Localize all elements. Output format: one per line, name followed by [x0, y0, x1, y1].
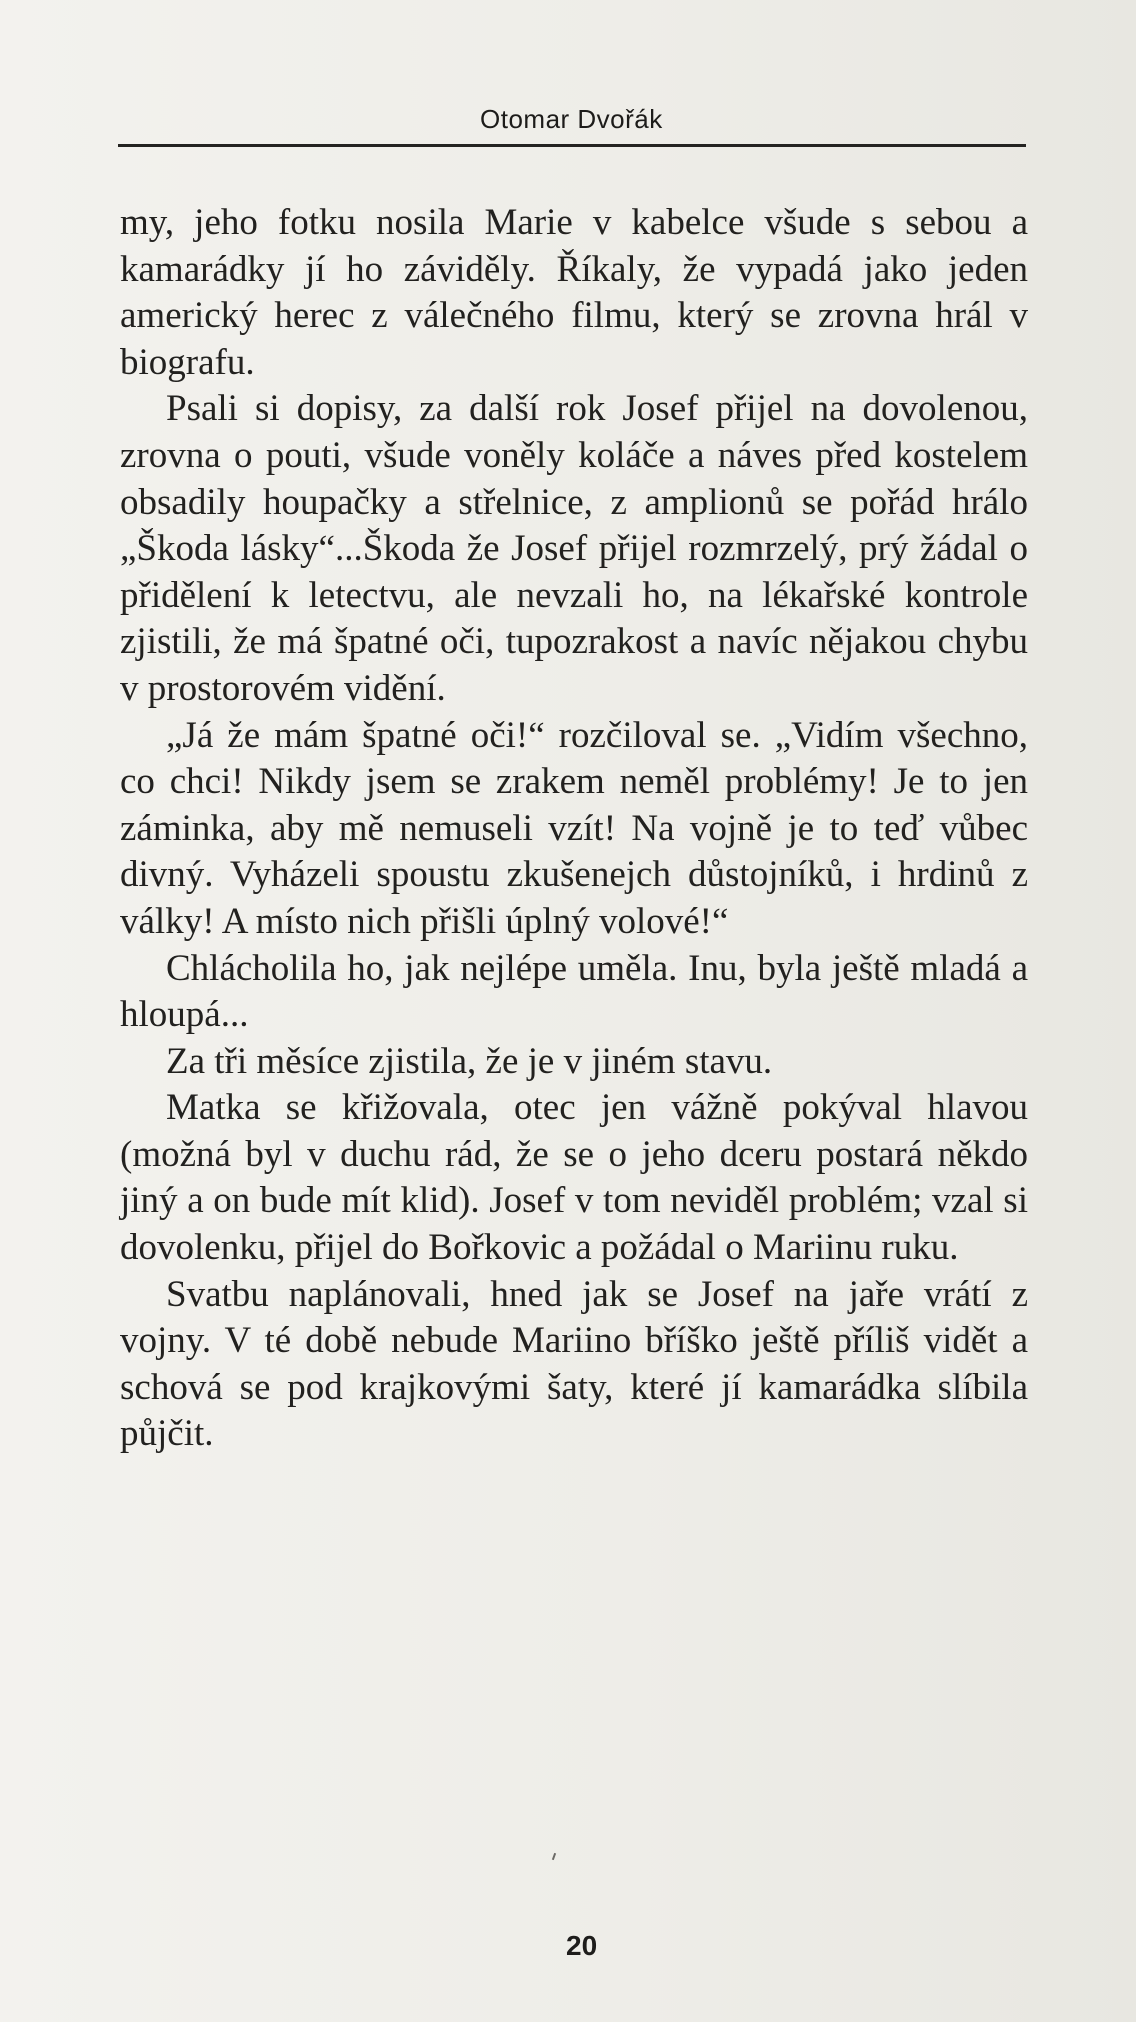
paragraph: Matka se křižovala, otec jen vážně pokýval hlavou (možná byl v duchu rád, že se o jeho dceru postará někdo jiný a on bude mít klid). Josef v tom neviděl problém; vzal si dovolenku, přijel do Bořkovic a požádal o Mariinu ruku.: [120, 1087, 1028, 1269]
paragraph: Za tři měsíce zjistila, že je v jiném stavu.: [166, 1040, 773, 1082]
author-name: Otomar Dvořák: [480, 104, 663, 134]
paragraph: Chlácholila ho, jak nejlépe uměla. Inu, byla ještě mladá a hloupá...: [120, 947, 1028, 1036]
paragraph: Psali si dopisy, za další rok Josef přijel na dovolenou, zrovna o pouti, všude voněly koláče a náves před kostelem obsadily houpačky a střelnice, z amplionů se pořád hrálo „Škoda lásky“...Škoda že Josef přijel rozmrzelý, prý žádal o přidělení k letectvu, ale nevzali ho, na lékařské kontrole zjistili, že má špatné oči, tupozrakost a navíc nějakou chybu v prostorovém vidění.: [120, 388, 1028, 709]
print-speck: [552, 1853, 556, 1860]
running-header: [0, 104, 1136, 144]
paragraph: my, jeho fotku nosila Marie v kabelce všude s sebou a kamarádky jí ho záviděly. Říkaly, že vypadá jako jeden americký herec z válečného filmu, který se zrovna hrál v biografu.: [120, 202, 1028, 383]
paragraph: „Já že mám špatné oči!“ rozčiloval se. „Vidím všechno, co chci! Nikdy jsem se zrakem neměl problémy! Je to jen záminka, aby mě nemuseli vzít! Na vojně je to teď vůbec divný. Vyházeli spoustu zkušenejch důstojníků, i hrdinů z války! A místo nich přišli úplný volové!“: [120, 714, 1028, 942]
paragraph: Svatbu naplánovali, hned jak se Josef na jaře vrátí z vojny. V té době nebude Mariino bříško ještě příliš vidět a schová se pod krajkovými šaty, které jí kamarádka slíbila půjčit.: [120, 1273, 1028, 1455]
page-number-label: 20: [566, 1930, 598, 1961]
header-rule: [118, 144, 1026, 147]
body-text: [120, 200, 1028, 1458]
